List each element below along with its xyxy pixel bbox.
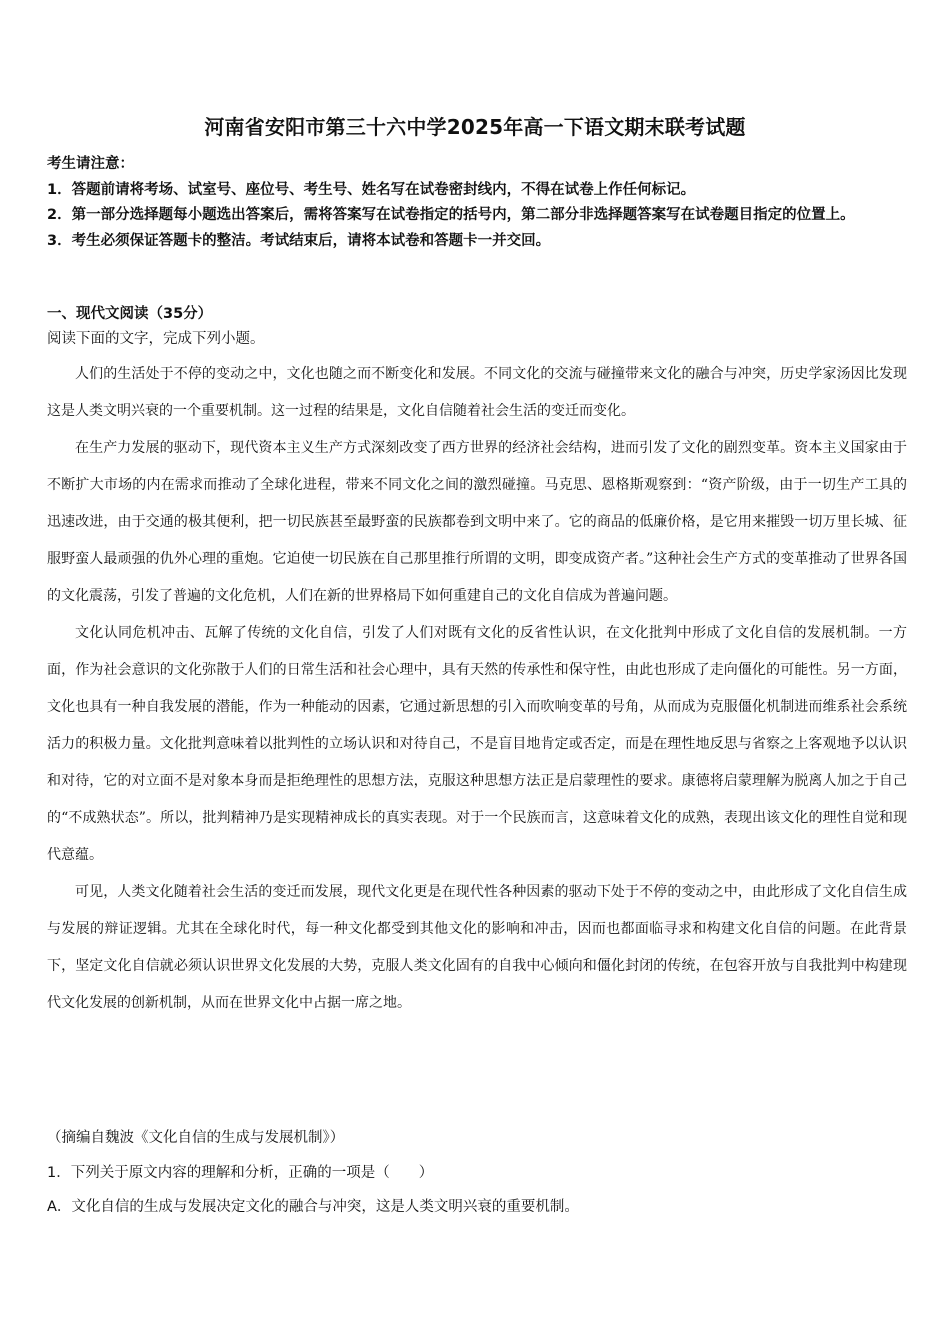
article-paragraph: 可见，人类文化随着社会生活的变迁而发展，现代文化更是在现代性各种因素的驱动下处于不停的变动之中，由此形成了文化自信生成与发展的辩证逻辑。尤其在全球化时代，每一种文化都受到其他文化的影响和冲击，因而也都面临寻求和构建文化自信的问题。在此背景下，坚定文化自信就必须认识世界文化发展的大势，克服人类文化固有的自我中心倾向和僵化封闭的传统，在包容开放与自我批判中构建现代文化发展的创新机制，从而在世界文化中占据一席之地。 [47, 884, 907, 1011]
notice-item: 3．考生必须保证答题卡的整洁。考试结束后，请将本试卷和答题卡一并交回。 [47, 232, 551, 249]
notice-item: 1．答题前请将考场、试室号、座位号、考生号、姓名写在试卷密封线内，不得在试卷上作任何标记。 [47, 181, 696, 198]
reading-article [47, 356, 907, 1022]
article-paragraph: 在生产力发展的驱动下，现代资本主义生产方式深刻改变了西方世界的经济社会结构，进而引发了文化的剧烈变革。资本主义国家由于不断扩大市场的内在需求而推动了全球化进程，带来不同文化之间的激烈碰撞。马克思、恩格斯观察到：“资产阶级，由于一切生产工具的迅速改进，由于交通的极其便利，把一切民族甚至最野蛮的民族都卷到文明中来了。它的商品的低廉价格，是它用来摧毁一切万里长城、征服野蛮人最顽强的仇外心理的重炮。它迫使一切民族在自己那里推行所谓的文明，即变成资产者。”这种社会生产方式的变革推动了世界各国的文化震荡，引发了普遍的文化危机，人们在新的世界格局下如何重建自己的文化自信成为普遍问题。 [47, 440, 907, 604]
question-stem: 1．下列关于原文内容的理解和分析，正确的一项是（ ） [47, 1165, 434, 1181]
page-title: 河南省安阳市第三十六中学2025年高一下语文期末联考试题 [204, 115, 746, 139]
notice-heading: 考生请注意： [47, 156, 134, 172]
article-paragraph: 文化认同危机冲击、瓦解了传统的文化自信，引发了人们对既有文化的反省性认识，在文化批判中形成了文化自信的发展机制。一方面，作为社会意识的文化弥散于人们的日常生活和社会心理中，具有天然的传承性和保守性，由此也形成了走向僵化的可能性。另一方面，文化也具有一种自我发展的潜能，作为一种能动的因素，它通过新思想的引入而吹响变革的号角，从而成为克服僵化机制进而维系社会系统活力的积极力量。文化批判意味着以批判性的立场认识和对待自己，不是盲目地肯定或否定，而是在理性地反思与省察之上客观地予以认识和对待，它的对立面不是对象本身而是拒绝理性的思想方法，克服这种思想方法正是启蒙理性的要求。康德将启蒙理解为脱离人加之于自己的“不成熟状态”。所以，批判精神乃是实现精神成长的真实表现。对于一个民族而言，这意味着文化的成熟，表现出该文化的理性自觉和现代意蕴。 [47, 625, 907, 863]
question-option: A．文化自信的生成与发展决定文化的融合与冲突，这是人类文明兴衰的重要机制。 [47, 1199, 579, 1215]
question-list [47, 1156, 907, 1224]
exam-notice [47, 152, 903, 254]
section-reading [47, 302, 907, 352]
article-paragraph: 人们的生活处于不停的变动之中，文化也随之而不断变化和发展。不同文化的交流与碰撞带来文化的融合与冲突，历史学家汤因比发现这是人类文明兴衰的一个重要机制。这一过程的结果是，文化自信随着社会生活的变迁而变化。 [47, 366, 907, 419]
section-heading: 一、现代文阅读（35分） [47, 306, 213, 322]
section-instruction: 阅读下面的文字，完成下列小题。 [47, 331, 265, 347]
notice-item: 2．第一部分选择题每小题选出答案后，需将答案写在试卷指定的括号内，第二部分非选择题答案写在试卷题目指定的位置上。 [47, 207, 855, 223]
article-source: （摘编自魏波《文化自信的生成与发展机制》） [47, 1130, 345, 1146]
